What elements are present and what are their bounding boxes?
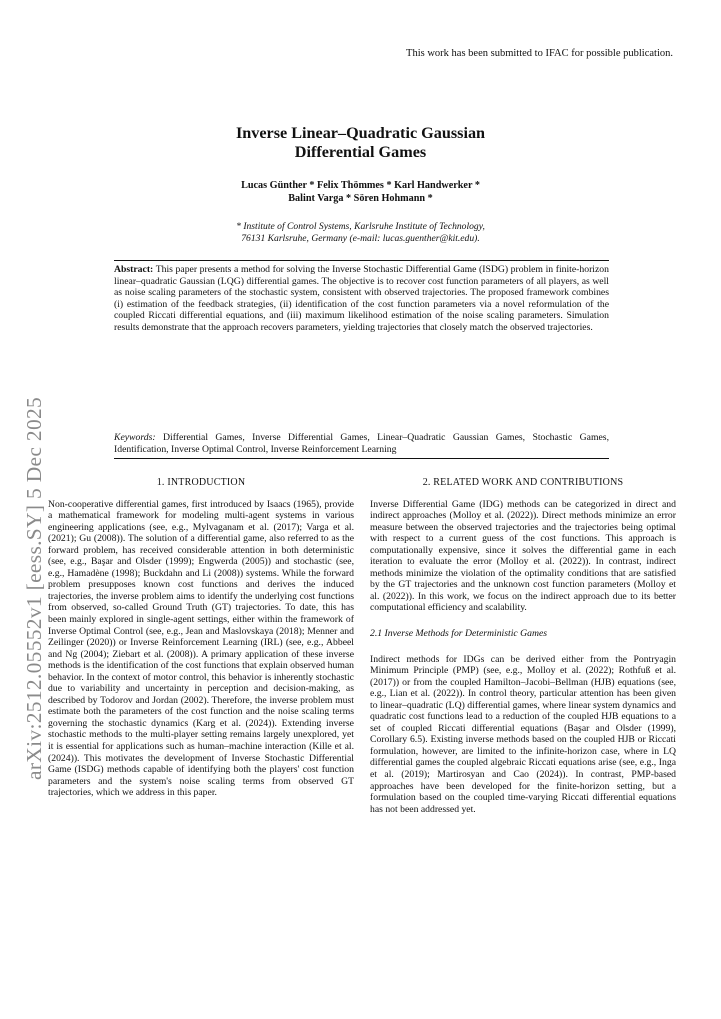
keywords-label: Keywords: [114,432,156,443]
authors-line-2: Balint Varga * Sören Hohmann * [288,193,433,204]
affiliation-line-1: * Institute of Control Systems, Karlsruhe Institute of Technology, [236,221,485,232]
arxiv-identifier: arXiv:2512.05552v1 [eess.SY] 5 Dec 2025 [22,396,46,780]
keywords-block [114,432,609,455]
section-heading-related-work: 2. RELATED WORK AND CONTRIBUTIONS [422,477,624,488]
subsection-heading-deterministic: 2.1 Inverse Methods for Deterministic Games [370,628,548,640]
abstract-label: Abstract: [114,264,154,275]
title-line-1: Inverse Linear–Quadratic Gaussian [235,124,486,142]
abstract-text: This paper presents a method for solving the Inverse Stochastic Differential Game (ISDG) problem in finite-horizon linear–quadratic Gaussian (LQG) differential games. The objective is to recover cost function parameters of all players, as well as noise scaling parameters of the stochastic system, consistent with observed trajectories. The proposed framework combines (i) estimation of the feedback strategies, (ii) identification of the cost function parameters via a novel reformulation of the coupled Riccati differential equations, and (iii) maximum likelihood estimation of the noise scaling parameters. Simulation results demonstrate that the approach recovers parameters, yielding trajectories that closely match the observed trajectories. [114,264,609,333]
affiliation [0,221,721,245]
related-work-paragraph: Inverse Differential Game (IDG) methods can be categorized in direct and indirect approaches (Molloy et al. (2022)). Direct methods minimize an error measure between the observed trajectories and the trajectories being optimal with respect to a current guess of the cost functions. This approach is computationally expensive, since it solves the differential game in each iteration to evaluate the error (Molloy et al. (2022)). In contrast, indirect methods minimize the violation of the optimality conditions that are satisfied by the GT trajectories and the unknown cost function parameters (Molloy et al. (2022)). In this work, we focus on the indirect approach due to its better computational efficiency and scalability. [370,498,676,614]
left-column [48,477,354,799]
abstract-top-rule [114,260,609,261]
paper-title [0,124,721,162]
introduction-paragraph: Non-cooperative differential games, first introduced by Isaacs (1965), provide a mathematical framework for modeling multi-agent systems in various engineering applications (see, e.g., Mylvaganam et al. (2017); Varga et al. (2021); Gu (2008)). The solution of a differential game, also referred to as the forward problem, has received considerable attention in both deterministic (see, e.g., Başar and Olsder (1999); Engwerda (2005)) and stochastic (see, e.g., Hamadène (1998); Buckdahn and Li (2008)) systems. While the forward problem presupposes known cost functions and derives the induced trajectories, the inverse problem aims to identify the underlying cost functions from observed, so-called Ground Truth (GT) trajectories. To date, this has been mainly explored in single-agent settings, either within the framework of Inverse Optimal Control (see, e.g., Jean and Maslovskaya (2018); Menner and Zeilinger (2020)) or Inverse Reinforcement Learning (IRL) (see, e.g., Abbeel and Ng (2004); Ziebart et al. (2008)). A primary application of these inverse methods is the identification of the cost functions that explain observed human behavior. In the context of motor control, this behavior is inherently stochastic due to variability and uncertainty in perception and decision-making, as described by Todorov and Jordan (2002). Therefore, the inverse problem must estimate both the parameters of the cost function and the noise scaling terms governing the stochastic dynamics (Karg et al. (2024)). Extending inverse stochastic methods to the multi-player setting remains largely unexplored, yet it is essential for applications such as human–machine interaction (Kille et al. (2024)). This motivates the development of Inverse Stochastic Differential Game (ISDG) methods capable of identifying both the players' cost function parameters and the system's noise scaling terms from observed GT trajectories, which we address in this paper. [48,498,354,799]
abstract-bottom-rule [114,458,609,459]
deterministic-methods-paragraph: Indirect methods for IDGs can be derived either from the Pontryagin Minimum Principle (PMP) (see, e.g., Molloy et al. (2022); Rothfuß et al. (2017)) or from the coupled Hamilton–Jacobi–Bellman (HJB) equations (see, e.g., Lian et al. (2022)). In control theory, particular attention has been given to linear–quadratic (LQ) differential games, where linear system dynamics and quadratic cost functions lead to a reduction of the coupled HJB equations to a set of coupled Riccati differential equations (Başar and Olsder (1999), Corollary 6.5). Existing inverse methods based on the coupled HJB or Riccati formulation, however, are limited to the infinite-horizon case, where in LQ differential games the coupled algebraic Riccati equations arise (see, e.g., Inga et al. (2019); Martirosyan and Cao (2024)). In contrast, PMP-based approaches have been developed for the finite-horizon setting, but a formulation based on the coupled time-varying Riccati differential equations has not been addressed yet. [370,653,676,815]
author-list [0,179,721,205]
authors-line-1: Lucas Günther * Felix Thömmes * Karl Handwerker * [241,180,480,191]
abstract-block [114,264,609,334]
affiliation-line-2: 76131 Karlsruhe, Germany (e-mail: lucas.guenther@kit.edu). [241,233,480,244]
submission-notice: This work has been submitted to IFAC for possible publication. [406,48,673,59]
right-column [370,477,676,815]
section-heading-introduction: 1. INTRODUCTION [156,477,246,488]
title-line-2: Differential Games [294,143,427,161]
keywords-text: Differential Games, Inverse Differential Games, Linear–Quadratic Gaussian Games, Stochastic Games, Identification, Inverse Optimal Control, Inverse Reinforcement Learning [114,432,609,455]
